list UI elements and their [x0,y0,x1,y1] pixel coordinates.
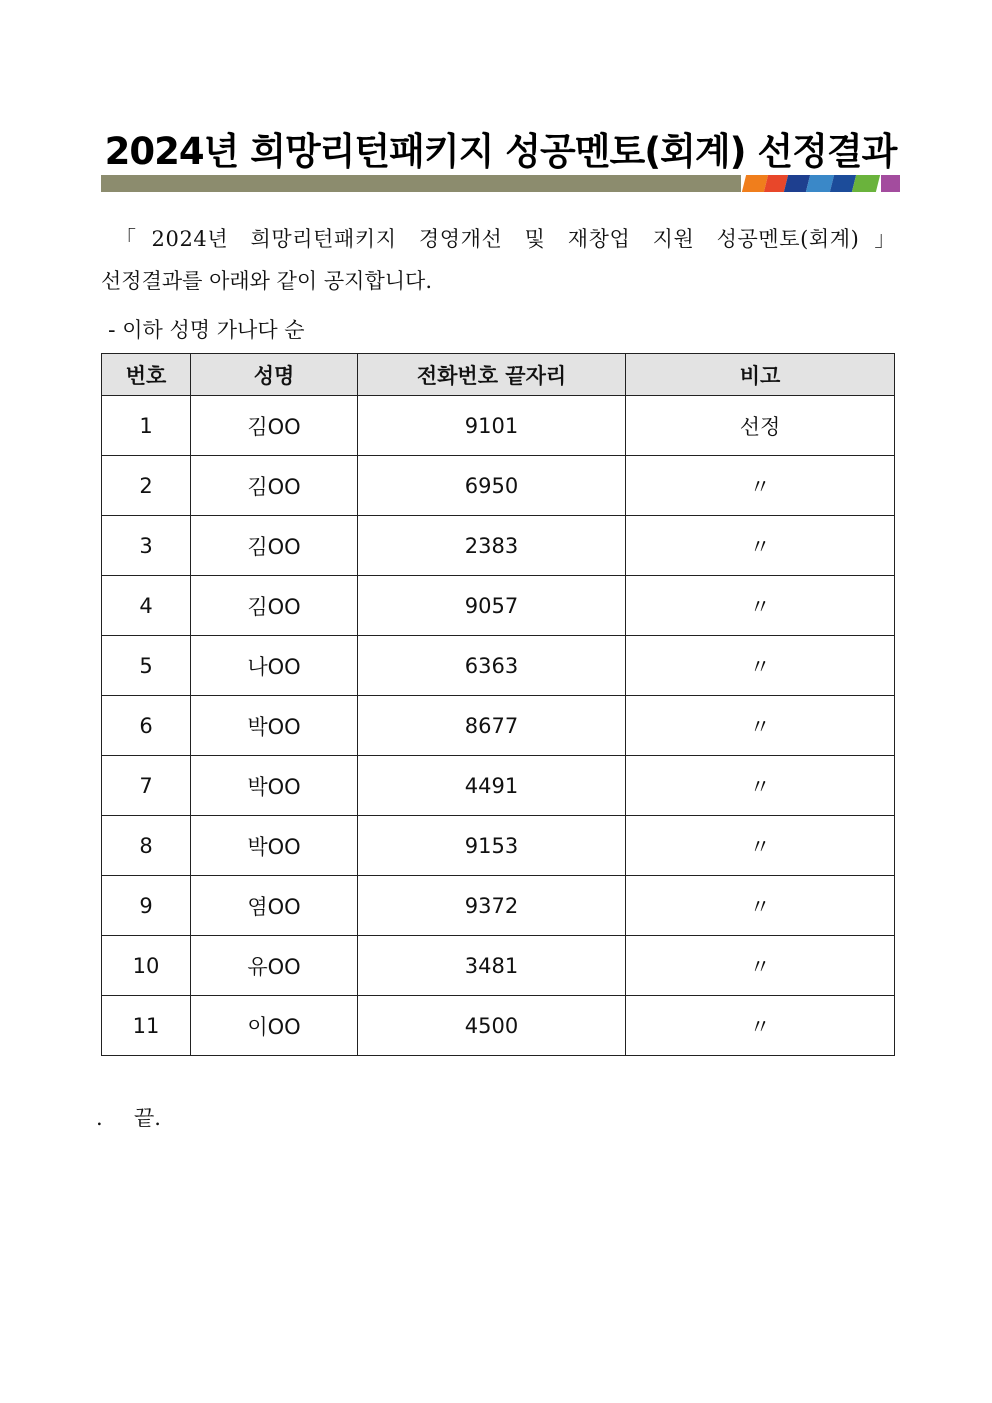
cell-remark: 〃 [626,756,895,816]
cell-phone: 6363 [358,636,626,696]
cell-name: 박OO [191,696,358,756]
cell-phone: 2383 [358,516,626,576]
header-remark: 비고 [626,354,895,396]
cell-name: 나OO [191,636,358,696]
table-row [102,516,895,576]
header-number: 번호 [102,354,191,396]
page-title: 2024년 희망리턴패키지 성공멘토(회계) 선정결과 [104,130,897,173]
cell-remark: 〃 [626,696,895,756]
table-header-row [102,354,895,396]
table-row [102,576,895,636]
sort-note: - 이하 성명 가나다 순 [108,318,305,342]
table-row [102,696,895,756]
cell-number: 4 [102,576,191,636]
closing-text: 끝. [134,1106,161,1130]
table-row [102,876,895,936]
cell-phone: 8677 [358,696,626,756]
cell-remark: 〃 [626,576,895,636]
table-row [102,456,895,516]
intro-paragraph [101,218,896,302]
title-underline-bar [101,175,900,192]
cell-remark: 〃 [626,816,895,876]
cell-phone: 4491 [358,756,626,816]
closing-line [96,1102,161,1132]
table-row [102,996,895,1056]
cell-name: 김OO [191,516,358,576]
cell-remark: 〃 [626,996,895,1056]
cell-name: 박OO [191,816,358,876]
table-row [102,756,895,816]
cell-name: 이OO [191,996,358,1056]
cell-name: 박OO [191,756,358,816]
cell-remark: 〃 [626,876,895,936]
cell-remark: 〃 [626,936,895,996]
table-row [102,816,895,876]
cell-name: 유OO [191,936,358,996]
cell-phone: 9372 [358,876,626,936]
cell-number: 11 [102,996,191,1056]
cell-name: 염OO [191,876,358,936]
cell-phone: 3481 [358,936,626,996]
cell-phone: 9057 [358,576,626,636]
cell-number: 7 [102,756,191,816]
cell-number: 1 [102,396,191,456]
header-name: 성명 [191,354,358,396]
cell-number: 8 [102,816,191,876]
cell-phone: 6950 [358,456,626,516]
cell-phone: 4500 [358,996,626,1056]
cell-name: 김OO [191,456,358,516]
cell-phone: 9101 [358,396,626,456]
table-row [102,936,895,996]
accent-segment-purple [881,175,900,192]
cell-remark: 〃 [626,456,895,516]
cell-name: 김OO [191,396,358,456]
header-phone: 전화번호 끝자리 [358,354,626,396]
cell-remark: 〃 [626,516,895,576]
cell-remark: 〃 [626,636,895,696]
cell-phone: 9153 [358,816,626,876]
table-row [102,396,895,456]
title-bar-base [101,175,741,192]
selection-result-table [101,353,895,1056]
cell-name: 김OO [191,576,358,636]
cell-number: 6 [102,696,191,756]
table-row [102,636,895,696]
intro-line-1: 「2024년 희망리턴패키지 경영개선 및 재창업 지원 성공멘토(회계)」 [115,227,896,251]
cell-number: 9 [102,876,191,936]
cell-number: 5 [102,636,191,696]
intro-line-2: 선정결과를 아래와 같이 공지합니다. [101,269,432,293]
cell-number: 10 [102,936,191,996]
accent-segment-green [852,175,880,192]
cell-number: 2 [102,456,191,516]
cell-number: 3 [102,516,191,576]
cell-remark: 선정 [626,396,895,456]
closing-dot: . [96,1106,103,1130]
